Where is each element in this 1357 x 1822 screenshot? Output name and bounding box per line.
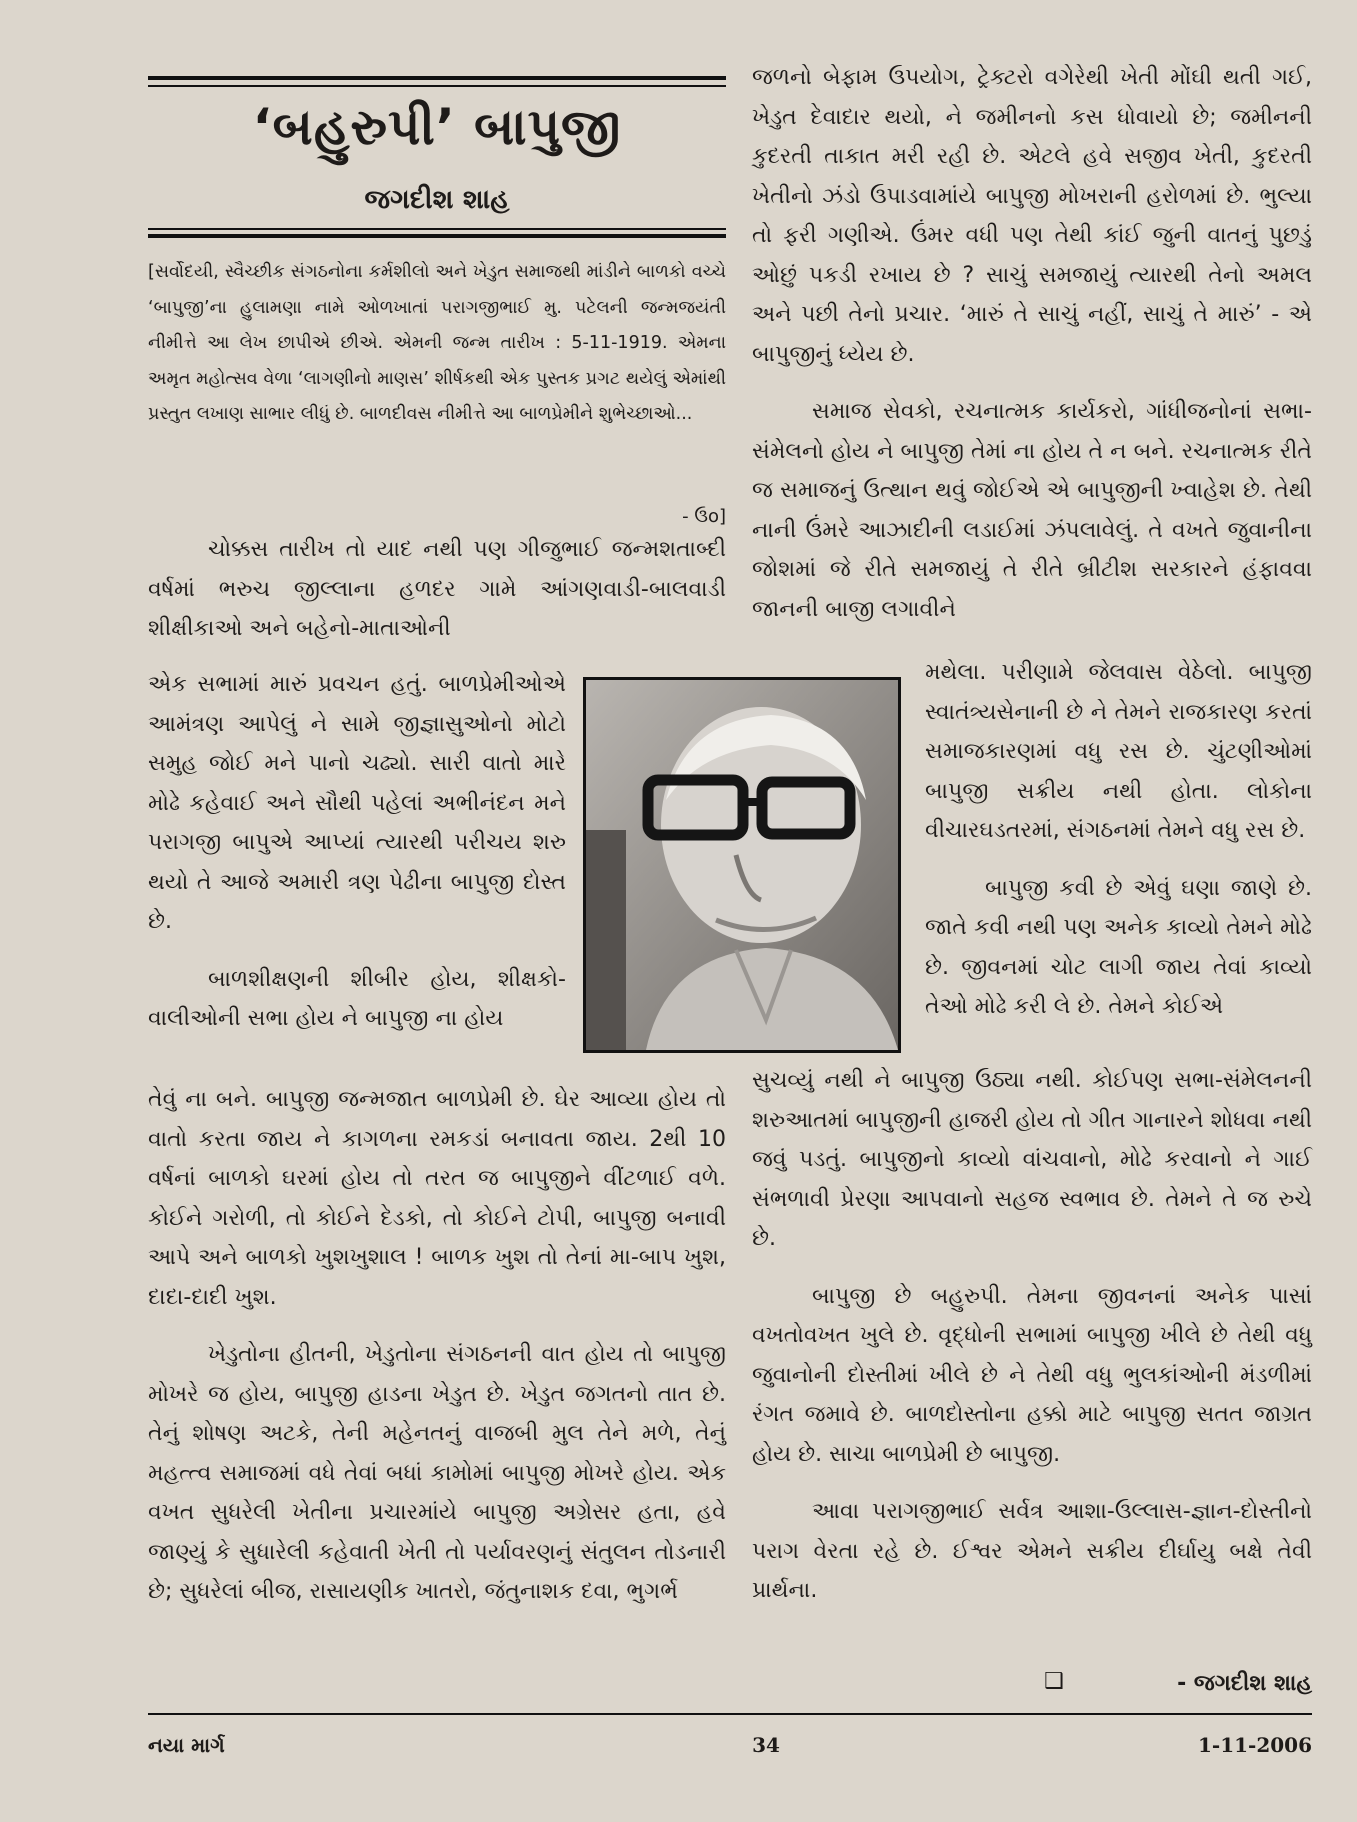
portrait-photo [583, 677, 901, 1053]
paragraph: એક સભામાં મારું પ્રવચન હતું. બાળપ્રેમીઓએ આમંત્રણ આપેલું ને સામે જીજ્ઞાસુઓનો મોટો સમુહ જોઈ મને પાનો ચઢ્યો. સારી વાતો મારે મોઢે કહેવાઈ અને સૌથી પહેલાં અભીનંદન મને પરાગજી બાપુએ આપ્યાં ત્યારથી પરીચય શરુ થયો તે આજે અમારી ત્રણ પેઢીના બાપુજી દોસ્ત છે. [148, 672, 566, 934]
end-mark-icon: ❑ [1044, 1669, 1064, 1694]
paragraph: આવા પરાગજીભાઈ સર્વત્ર આશા-ઉલ્લાસ-જ્ઞાન-દોસ્તીનો પરાગ વેરતા રહે છે. ઈશ્વર એમને સક્રીય દીર્ઘાયુ બક્ષે તેવી પ્રાર્થના. [752, 1499, 1312, 1603]
editor-intro: [સર્વોદયી, સ્વૈચ્છીક સંગઠનોના કર્મશીલો અને ખેડુત સમાજથી માંડીને બાળકો વચ્ચે ‘બાપુજી’ના હુલામણા નામે ઓળખાતાં પરાગજીભાઈ મુ. પટેલની જન્મજયંતી નીમીત્તે આ લેખ છાપીએ છીએ. એમની જન્મ તારીખ : 5-11-1919. એમના અમૃત મહોત્સવ વેળા ‘લાગણીનો માણસ’ શીર્ષકથી એક પુસ્તક પ્રગટ થયેલું એમાંથી પ્રસ્તુત લખાણ સાભાર લીધું છે. બાળદીવસ નીમીત્તે આ બાળપ્રેમીને શુભેચ્છાઓ... [148, 262, 726, 425]
paragraph: ખેડુતોના હીતની, ખેડુતોના સંગઠનની વાત હોય તો બાપુજી મોખરે જ હોય, બાપુજી હાડના ખેડુત છે. ખેડુત જગતનો તાત છે. તેનું શોષણ અટકે, તેની મહેનતનું વાજબી મુલ તેને મળે, તેનું મહત્ત્વ સમાજમાં વધે તેવાં બધાં કામોમાં બાપુજી મોખરે હોય. એક વખત સુધરેલી ખેતીના પ્રચારમાંયે બાપુજી અગ્રેસર હતા, હવે જાણ્યું કે સુધારેલી કહેવાતી ખેતી તો પર્યાવરણનું સંતુલન તોડનારી છે; સુધરેલાં બીજ, રાસાયણીક ખાતરો, જંતુનાશક દવા, ભુગર્ભ [148, 1342, 726, 1604]
left-column-bottom [148, 1080, 726, 1612]
paragraph: બાળશીક્ષણની શીબીર હોય, શીક્ષકો-વાલીઓની સભા હોય ને બાપુજી ના હોય [148, 966, 566, 1031]
page-number: 34 [752, 1733, 780, 1757]
page-footer [148, 1725, 1312, 1765]
editor-signature: - ઉo] [682, 506, 726, 527]
article-author: જગદીશ શાહ [364, 184, 510, 215]
left-column-top [148, 530, 726, 649]
paragraph: ચોક્કસ તારીખ તો યાદ નથી પણ ગીજુભાઈ જન્મશતાબ્દી વર્ષમાં ભરુચ જીલ્લાના હળદર ગામે આંગણવાડી-બાલવાડી શીક્ષીકાઓ અને બહેનો-માતાઓની [148, 537, 726, 641]
right-column-bottom [752, 1061, 1312, 1611]
footer-rule [148, 1713, 1312, 1715]
paragraph: તેવું ના બને. બાપુજી જન્મજાત બાળપ્રેમી છે. ઘેર આવ્યા હોય તો વાતો કરતા જાય ને કાગળના રમકડાં બનાવતા જાય. 2થી 10 વર્ષનાં બાળકો ઘરમાં હોય તો તરત જ બાપુજીને વીંટળાઈ વળે. કોઈને ગરોળી, તો કોઈને દેડકો, તો કોઈને ટોપી, બાપુજી બનાવી આપે અને બાળકો ખુશખુશાલ ! બાળક ખુશ તો તેનાં મા-બાપ ખુશ, દાદા-દાદી ખુશ. [148, 1087, 726, 1310]
left-column-wrap [148, 665, 566, 1039]
portrait-image [586, 680, 898, 1050]
paragraph: મથેલા. પરીણામે જેલવાસ વેઠેલો. બાપુજી સ્વાતંત્ર્યસેનાની છે ને તેમને રાજકારણ કરતાં સમાજકારણમાં વધુ રસ છે. ચુંટણીઓમાં બાપુજી સક્રીય નથી હોતા. લોકોના વીચારઘડતરમાં, સંગઠનમાં તેમને વધુ રસ છે. [925, 660, 1312, 843]
paragraph: સુચવ્યું નથી ને બાપુજી ઉઠ્યા નથી. કોઈપણ સભા-સંમેલનની શરુઆતમાં બાપુજીની હાજરી હોય તો ગીત ગાનારને શોધવા નથી જવું પડતું. બાપુજીનો કાવ્યો વાંચવાનો, મોઢે કરવાનો ને ગાઈ સંભળાવી પ્રેરણા આપવાનો સહજ સ્વભાવ છે. તેમને તે જ રુચે છે. [752, 1068, 1312, 1251]
title-top-rule-thin [148, 85, 726, 87]
article-end [752, 1662, 1312, 1706]
right-column-top [752, 58, 1312, 629]
paragraph: બાપુજી કવી છે એવું ઘણા જાણે છે. જાતે કવી નથી પણ અનેક કાવ્યો તેમને મોઢે છે. જીવનમાં ચોટ લાગી જાય તેવાં કાવ્યો તેઓ મોઢે કરી લે છે. તેમને કોઈએ [925, 875, 1312, 1019]
paragraph: બાપુજી છે બહુરુપી. તેમના જીવનનાં અનેક પાસાં વખતોવખત ખુલે છે. વૃદ્ધોની સભામાં બાપુજી ખીલે છે તેથી વધુ જુવાનોની દોસ્તીમાં ખીલે છે ને તેથી વધુ ભુલકાંઓની મંડળીમાં રંગત જમાવે છે. બાળદોસ્તોના હક્કો માટે બાપુજી સતત જાગ્રત હોય છે. સાચા બાળપ્રેમી છે બાપુજી. [752, 1283, 1312, 1467]
closing-author: - જગદીશ શાહ [1177, 1671, 1312, 1696]
issue-date: 1-11-2006 [1197, 1733, 1312, 1757]
intro-top-rule-thick [148, 234, 726, 238]
article-title: ‘બહુરુપી’ બાપુજી [252, 98, 622, 156]
intro-top-rule [148, 228, 726, 230]
magazine-name: નયા માર્ગ [148, 1733, 225, 1757]
paragraph: સમાજ સેવકો, રચનાત્મક કાર્યકરો, ગાંધીજનોનાં સભા-સંમેલનો હોય ને બાપુજી તેમાં ના હોય તે ન બને. રચનાત્મક રીતે જ સમાજનું ઉત્થાન થવું જોઈએ એ બાપુજીની ખ્વાહેશ છે. તેથી નાની ઉંમરે આઝાદીની લડાઈમાં ઝંપલાવેલું. તે વખતે જુવાનીના જોશમાં જે રીતે સમજાયું તે રીતે બ્રીટીશ સરકારને હંફાવવા જાનની બાજી લગાવીને [752, 399, 1312, 622]
title-top-rule [148, 76, 726, 80]
right-column-wrap [925, 653, 1312, 1027]
paragraph: જળનો બેફામ ઉપયોગ, ટ્રેક્ટરો વગેરેથી ખેતી મોંઘી થતી ગઈ, ખેડુત દેવાદાર થયો, ને જમીનનો કસ ધોવાયો છે; જમીનની કુદરતી તાકાત મરી રહી છે. એટલે હવે સજીવ ખેતી, કુદરતી ખેતીનો ઝંડો ઉપાડવામાંયે બાપુજી મોખરાની હરોળમાં છે. ભુલ્યા તો ફરી ગણીએ. ઉંમર વધી પણ તેથી કાંઈ જુની વાતનું પુછડું ઓછું પકડી રખાય છે ? સાચું સમજાયું ત્યારથી તેનો અમલ અને પછી તેનો પ્રચાર. ‘મારું તે સાચું નહીં, સાચું તે મારું’ - એ બાપુજીનું ધ્યેય છે. [752, 65, 1312, 367]
